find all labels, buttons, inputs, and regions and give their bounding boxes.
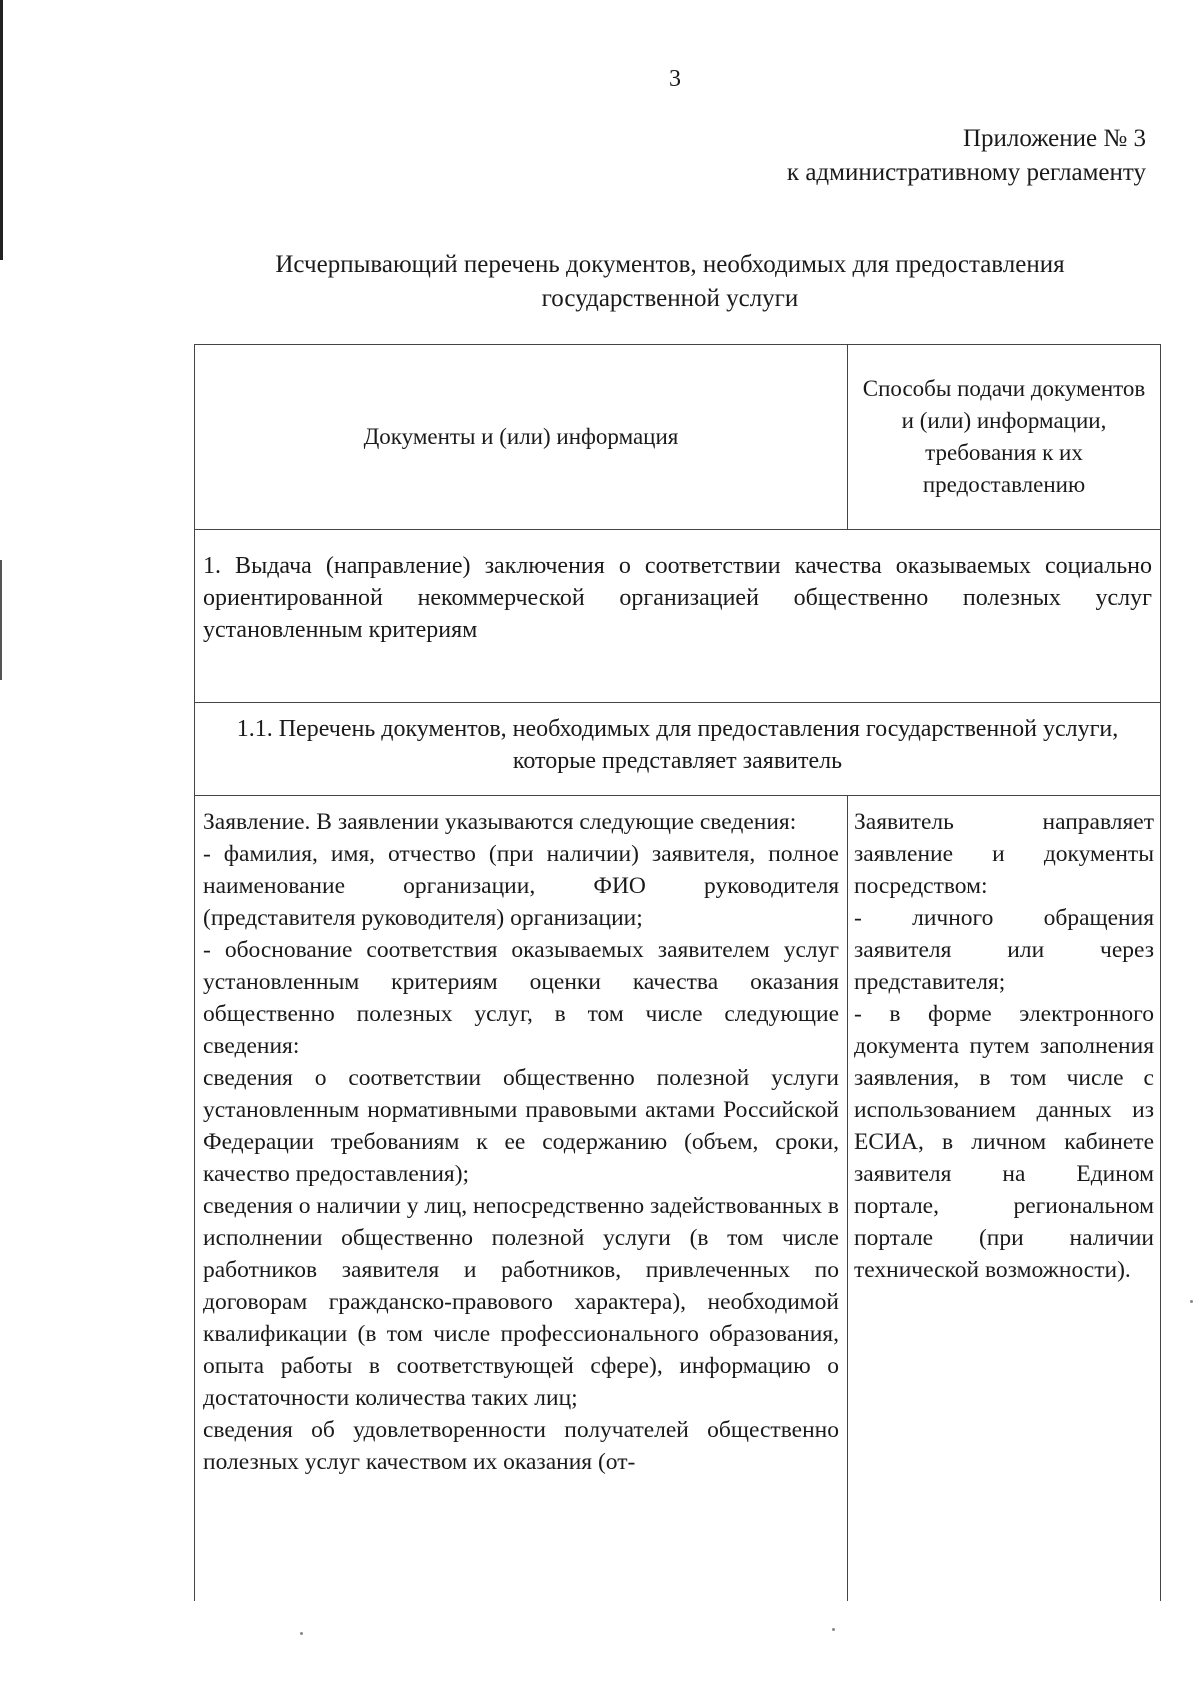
paragraph: сведения о соответствии общественно полезной услуги установленным нормативными правовыми актами Российской Федерации требованиям к ее содержанию (объем, сроки, качество предоставления); bbox=[203, 1065, 839, 1187]
paragraph: Заявитель направляет заявление и документы посредством: bbox=[854, 809, 1154, 899]
scan-edge-mark bbox=[0, 560, 2, 680]
subsection-row bbox=[195, 703, 1161, 796]
page-number: 3 bbox=[669, 66, 681, 92]
header-submission-methods: Способы подачи документов и (или) информации, требования к их предоставлению bbox=[848, 345, 1161, 530]
title-line-2: государственной услуги bbox=[541, 285, 799, 312]
table-header-row bbox=[195, 345, 1161, 530]
section-1-1-heading: 1.1. Перечень документов, необходимых для предоставления государственной услуги, которые представляет заявитель bbox=[195, 703, 1161, 796]
paragraph: сведения о наличии у лиц, непосредственно задействованных в исполнении общественно полезной услуги (в том числе работников заявителя и работников, привлеченных по договорам гражданско-правового характера), необходимой квалификации (в том числе профессионального образования, опыта работы в соответствующей сфере), информацию о достаточности количества таких лиц; bbox=[203, 1193, 839, 1411]
section-1-heading: 1. Выдача (направление) заключения о соответствии качества оказываемых социально ориентированной некоммерческой организацией общественно полезных услуг установленным критериям bbox=[195, 530, 1161, 703]
paragraph: - обоснование соответствия оказываемых заявителем услуг установленным критериям оценки качества оказания общественно полезных услуг, в том числе следующие сведения: bbox=[203, 937, 839, 1059]
submission-methods-cell bbox=[848, 796, 1161, 1602]
appendix-label bbox=[787, 122, 1146, 190]
appendix-line-1: Приложение № 3 bbox=[962, 125, 1146, 152]
paragraph: - фамилия, имя, отчество (при наличии) заявителя, полное наименование организации, ФИО руководителя (представителя руководителя) организации; bbox=[203, 841, 839, 931]
paragraph: - личного обращения заявителя или через представителя; bbox=[854, 905, 1154, 995]
paragraph: сведения об удовлетворенности получателей общественно полезных услуг качеством их оказания (от- bbox=[203, 1417, 839, 1475]
scan-speck bbox=[1190, 1300, 1193, 1303]
appendix-line-2: к административному регламенту bbox=[786, 159, 1146, 186]
scan-speck bbox=[300, 1632, 303, 1635]
documents-table bbox=[194, 344, 1161, 1601]
section-row bbox=[195, 530, 1161, 703]
application-contents-cell bbox=[195, 796, 848, 1602]
table-row bbox=[195, 796, 1161, 1602]
header-documents: Документы и (или) информация bbox=[195, 345, 848, 530]
scan-edge-mark bbox=[0, 0, 3, 260]
paragraph: - в форме электронного документа путем заполнения заявления, в том числе с использованием данных из ЕСИА, в личном кабинете заявителя на Едином портале, региональном портале (при наличии технической возможности). bbox=[854, 1001, 1154, 1283]
document-title bbox=[190, 248, 1150, 316]
paragraph: Заявление. В заявлении указываются следующие сведения: bbox=[203, 809, 797, 835]
scan-speck bbox=[832, 1628, 835, 1631]
title-line-1: Исчерпывающий перечень документов, необходимых для предоставления bbox=[275, 251, 1065, 278]
